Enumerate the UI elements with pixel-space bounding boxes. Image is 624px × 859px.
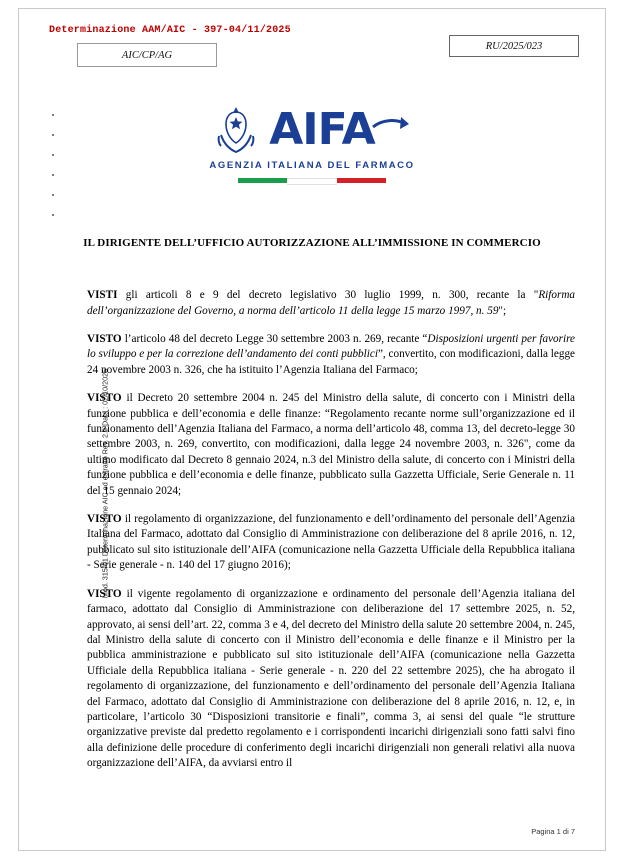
repubblica-italiana-emblem-icon	[213, 105, 259, 155]
italian-flag-bar	[238, 178, 386, 183]
aifa-logo	[19, 105, 605, 183]
paragraph-visto-2: VISTO l’articolo 48 del decreto Legge 30 settembre 2003 n. 269, recante “Disposizioni urgenti per favorire lo sviluppo e per la correzione dell’andamento dei conti pubblici”, convertito, con modificazioni, dalla legge 24 novembre 2003 n. 326, che ha istituito l’Agenzia Italiana del Farmaco;	[87, 333, 576, 376]
page-footer: Pagina 1 di 7	[531, 827, 575, 836]
document-body	[87, 277, 575, 785]
determination-code: Determinazione AAM/AIC - 397-04/11/2025	[49, 25, 291, 36]
paragraph-visto-5: VISTO il vigente regolamento di organizzazione e ordinamento del personale dell’Agenzia italiana del farmaco, adottato dal Consiglio di Amministrazione con deliberazione del 17 settembre 2025, n. 52, approvato, ai sensi dell’art. 22, comma 3 e 4, del decreto del Ministro della salute 20 settembre 2004, n. 245, dal Ministro della salute di concerto con il Ministro dell’economia e delle finanze e il Ministro per la pubblica amministrazione e pubblicato sul sito istituzionale dell’AIFA (comunicazione nella Gazzetta Ufficiale della Repubblica italiana - Serie generale - n. 220 del 22 settembre 2025), che ha abrogato il regolamento di organizzazione, del funzionamento e dell’ordinamento del personale dell’Agenzia Italiana del Farmaco, adottato dal Consiglio di Amministrazione con deliberazione del 8 aprile 2016, n. 12, e, in particolare, l’articolo 30 “Disposizioni transitorie e finali”, comma 3, ai sensi del quale “le strutture organizzative previste dal predetto regolamento e i corrispondenti incarichi dirigenziali sono fatti salvi fino alla definizione delle procedure di conferimento degli incarichi dirigenziali non generali relativi alla nuova organizzazione dell’AIFA, da avviarsi entro il	[87, 587, 575, 770]
paragraph-visto-4: VISTO il regolamento di organizzazione, del funzionamento e dell’ordinamento del personale dell’Agenzia Italiana del Farmaco, adottato dal Consiglio di Amministrazione con deliberazione del 8 aprile 2016, n. 12, pubblicato sul sito istituzionale dell’AIFA (comunicazione nella Gazzetta Ufficiale della Repubblica italiana - Serie generale - n. 140 del 17 giugno 2016);	[87, 513, 575, 572]
document-sheet	[18, 8, 606, 851]
side-revision-text: Mod. 315/01 Determinazione AIC ed estratto Rev. 2.9 Data : 02/10/2025	[100, 368, 110, 599]
paragraph-visto-3: VISTO il Decreto 20 settembre 2004 n. 245 del Ministro della salute, di concerto con i Ministri della funzione pubblica e dell’economia e delle finanze: “Regolamento recante norme sull’organizzazione ed il funzionamento dell’Agenzia Italiana del Farmaco, a norma dell’articolo 48, comma 13, del decreto-legge 30 settembre 2003, n. 269, convertito, con modificazioni, dalla legge 24 novembre 2003, n. 326", come da ultimo modificato dal Decreto 8 gennaio 2024, n.3 del Ministro della salute, di concerto con i Ministri della funzione pubblica e dell’economia e delle finanze, pubblicato sulla Gazzetta Ufficiale, Serie Generale n. 11 del 15 gennaio 2024;	[87, 392, 575, 497]
aifa-wordmark: AIFA	[269, 104, 375, 155]
aifa-subtitle: AGENZIA ITALIANA DEL FARMACO	[209, 160, 415, 171]
paragraph-visti-1: VISTI gli articoli 8 e 9 del decreto legislativo 30 luglio 1999, n. 300, recante la "Riforma dell’organizzazione del Governo, a norma dell’articolo 11 della legge 15 marzo 1997, n. 59";	[87, 289, 575, 317]
ru-protocol-box: RU/2025/023	[449, 35, 579, 57]
page-title: IL DIRIGENTE DELL’UFFICIO AUTORIZZAZIONE ALL’IMMISSIONE IN COMMERCIO	[83, 237, 541, 249]
aifa-arrow-icon	[371, 115, 411, 140]
aic-reference-box: AIC/CP/AG	[77, 43, 217, 67]
